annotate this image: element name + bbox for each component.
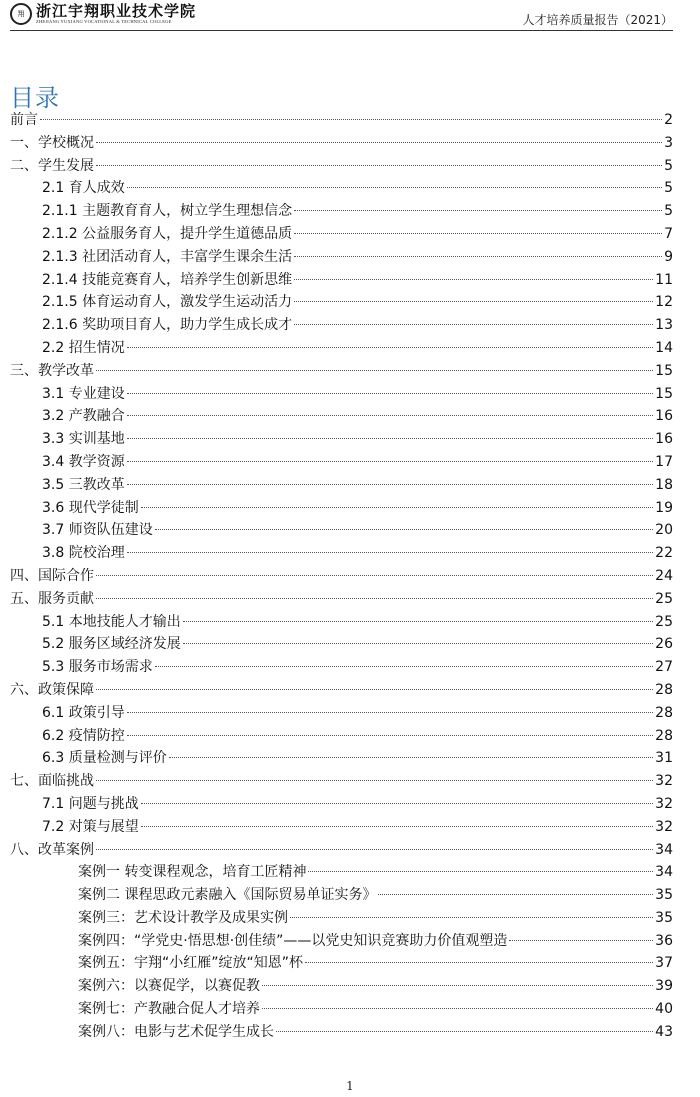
- toc-entry-page: 20: [655, 522, 673, 539]
- toc-entry[interactable]: [10, 428, 673, 451]
- toc-entry-title: 案例二 课程思政元素融入《国际贸易单证实务》: [78, 887, 377, 904]
- toc-entry-page: 12: [655, 294, 673, 311]
- school-name-en: ZHEJIANG YUXIANG VOCATIONAL & TECHNICAL COLLEGE: [36, 19, 172, 24]
- toc-entry[interactable]: [10, 360, 673, 383]
- toc-entry-title: 案例五：宇翔“小红雁”绽放“知恩”杯: [78, 955, 304, 972]
- toc-entry[interactable]: [10, 884, 673, 907]
- dot-leader: [40, 119, 662, 120]
- toc-entry[interactable]: [10, 542, 673, 565]
- report-title: 人才培养质量报告（2021）: [522, 13, 673, 27]
- toc-entry-title: 5.1 本地技能人才输出: [42, 613, 181, 630]
- toc-entry[interactable]: [10, 177, 673, 200]
- toc-entry-title: 6.1 政策引导: [42, 704, 125, 721]
- toc-entry-page: 37: [655, 955, 673, 972]
- toc-entry[interactable]: [10, 952, 673, 975]
- dot-leader: [96, 142, 662, 143]
- dot-leader: [262, 1008, 653, 1009]
- page-header: [10, 0, 673, 32]
- toc-entry[interactable]: [10, 383, 673, 406]
- toc-entry-page: 2: [664, 112, 673, 128]
- dot-leader: [127, 393, 653, 394]
- toc-entry-page: 5: [664, 203, 673, 220]
- dot-leader: [141, 507, 653, 508]
- toc-entry-title: 3.1 专业建设: [42, 385, 125, 402]
- dot-leader: [96, 689, 653, 690]
- toc-entry-title: 案例七：产教融合促人才培养: [78, 1001, 260, 1018]
- toc-entry[interactable]: [10, 861, 673, 884]
- toc-entry[interactable]: [10, 155, 673, 178]
- toc-entry[interactable]: [10, 930, 673, 953]
- toc-entry[interactable]: [10, 816, 673, 839]
- dot-leader: [509, 940, 653, 941]
- dot-leader: [96, 165, 662, 166]
- school-seal-icon: 翔: [10, 3, 32, 25]
- dot-leader: [127, 438, 653, 439]
- toc-entry-title: 二、学生发展: [10, 157, 94, 174]
- dot-leader: [294, 256, 662, 257]
- toc-entry[interactable]: [10, 337, 673, 360]
- dot-leader: [155, 529, 653, 530]
- toc-entry[interactable]: [10, 223, 673, 246]
- toc-entry-page: 17: [655, 453, 673, 470]
- toc-entry-page: 27: [655, 659, 673, 676]
- toc-entry-page: 16: [655, 408, 673, 425]
- toc-entry-title: 案例三：艺术设计教学及成果实例: [78, 909, 288, 926]
- toc-entry[interactable]: [10, 998, 673, 1021]
- toc-entry[interactable]: [10, 702, 673, 725]
- toc-entry-title: 3.3 实训基地: [42, 431, 125, 448]
- toc-entry-title: 七、面临挑战: [10, 773, 94, 790]
- toc-entry-title: 2.1.6 奖助项目育人，助力学生成长成才: [42, 317, 293, 334]
- toc-entry-title: 5.2 服务区域经济发展: [42, 636, 181, 653]
- toc-entry[interactable]: [10, 633, 673, 656]
- toc-entry[interactable]: [10, 1021, 673, 1044]
- toc-entry[interactable]: [10, 656, 673, 679]
- toc-entry-page: 25: [655, 590, 673, 607]
- header-divider: [10, 30, 673, 31]
- toc-entry-title: 7.2 对策与展望: [42, 818, 139, 835]
- table-of-contents: [10, 109, 673, 1044]
- toc-entry[interactable]: [10, 246, 673, 269]
- toc-entry-title: 五、服务贡献: [10, 590, 94, 607]
- toc-entry[interactable]: [10, 747, 673, 770]
- dot-leader: [183, 643, 653, 644]
- toc-entry-title: 6.2 疫情防控: [42, 727, 125, 744]
- toc-entry[interactable]: [10, 291, 673, 314]
- dot-leader: [294, 233, 662, 234]
- toc-entry-page: 43: [655, 1023, 673, 1040]
- toc-entry-page: 16: [655, 431, 673, 448]
- toc-entry-page: 22: [655, 545, 673, 562]
- toc-entry[interactable]: [10, 725, 673, 748]
- toc-entry-title: 3.6 现代学徒制: [42, 499, 139, 516]
- toc-entry-title: 三、教学改革: [10, 362, 94, 379]
- toc-entry-page: 28: [655, 681, 673, 698]
- toc-entry-title: 2.1.5 体育运动育人，激发学生运动活力: [42, 294, 293, 311]
- dot-leader: [262, 985, 653, 986]
- toc-entry-page: 35: [655, 909, 673, 926]
- toc-entry-title: 3.5 三教改革: [42, 476, 125, 493]
- toc-entry[interactable]: [10, 839, 673, 862]
- toc-entry-title: 3.2 产教融合: [42, 408, 125, 425]
- dot-leader: [96, 370, 653, 371]
- toc-entry-title: 6.3 质量检测与评价: [42, 750, 167, 767]
- toc-entry[interactable]: [10, 269, 673, 292]
- toc-entry[interactable]: [10, 132, 673, 155]
- dot-leader: [378, 894, 653, 895]
- dot-leader: [127, 712, 653, 713]
- toc-entry-title: 案例六：以赛促学，以赛促教: [78, 978, 260, 995]
- toc-entry[interactable]: [10, 497, 673, 520]
- dot-leader: [127, 461, 653, 462]
- page-number: 1: [346, 1079, 354, 1093]
- toc-entry-title: 四、国际合作: [10, 567, 94, 584]
- toc-entry-page: 24: [655, 567, 673, 584]
- dot-leader: [141, 803, 653, 804]
- toc-entry-page: 35: [655, 887, 673, 904]
- dot-leader: [96, 598, 653, 599]
- toc-entry-title: 5.3 服务市场需求: [42, 659, 153, 676]
- dot-leader: [141, 826, 653, 827]
- toc-entry-title: 7.1 问题与挑战: [42, 795, 139, 812]
- toc-entry[interactable]: [10, 109, 673, 132]
- dot-leader: [127, 735, 653, 736]
- dot-leader: [96, 849, 653, 850]
- toc-entry-title: 前言: [10, 112, 38, 128]
- toc-entry-page: 34: [655, 841, 673, 858]
- toc-entry-title: 2.1 育人成效: [42, 180, 125, 197]
- toc-entry-title: 3.8 院校治理: [42, 545, 125, 562]
- dot-leader: [127, 484, 653, 485]
- toc-entry-page: 34: [655, 864, 673, 881]
- toc-entry-title: 2.1.2 公益服务育人，提升学生道德品质: [42, 225, 293, 242]
- dot-leader: [96, 780, 653, 781]
- dot-leader: [96, 575, 653, 576]
- school-name-cn: 浙江宇翔职业技术学院: [36, 2, 197, 20]
- dot-leader: [290, 917, 653, 918]
- dot-leader: [127, 415, 653, 416]
- toc-entry-page: 5: [664, 180, 673, 197]
- toc-entry-page: 32: [655, 773, 673, 790]
- toc-entry-page: 5: [664, 157, 673, 174]
- dot-leader: [155, 666, 653, 667]
- toc-entry-page: 28: [655, 704, 673, 721]
- school-logo: [10, 3, 196, 25]
- toc-entry-title: 2.1.4 技能竞赛育人，培养学生创新思维: [42, 271, 293, 288]
- toc-entry-page: 25: [655, 613, 673, 630]
- toc-entry-page: 14: [655, 339, 673, 356]
- toc-entry[interactable]: [10, 907, 673, 930]
- toc-entry-page: 32: [655, 795, 673, 812]
- dot-leader: [294, 324, 653, 325]
- dot-leader: [294, 210, 662, 211]
- dot-leader: [183, 621, 653, 622]
- toc-entry[interactable]: [10, 519, 673, 542]
- toc-entry-page: 15: [655, 362, 673, 379]
- toc-entry-title: 2.2 招生情况: [42, 339, 125, 356]
- toc-entry[interactable]: [10, 793, 673, 816]
- toc-entry-page: 18: [655, 476, 673, 493]
- toc-entry[interactable]: [10, 565, 673, 588]
- dot-leader: [308, 871, 653, 872]
- toc-entry-page: 26: [655, 636, 673, 653]
- toc-entry-page: 40: [655, 1001, 673, 1018]
- toc-entry-page: 31: [655, 750, 673, 767]
- toc-entry[interactable]: [10, 314, 673, 337]
- toc-entry-page: 11: [655, 271, 673, 288]
- toc-entry[interactable]: [10, 679, 673, 702]
- toc-entry-title: 一、学校概况: [10, 134, 94, 151]
- dot-leader: [127, 187, 662, 188]
- toc-entry-title: 案例八：电影与艺术促学生成长: [78, 1023, 274, 1040]
- toc-entry[interactable]: [10, 611, 673, 634]
- toc-entry-title: 3.7 师资队伍建设: [42, 522, 153, 539]
- toc-entry-page: 36: [655, 932, 673, 949]
- toc-entry-title: 六、政策保障: [10, 681, 94, 698]
- toc-entry-page: 15: [655, 385, 673, 402]
- toc-entry-page: 13: [655, 317, 673, 334]
- toc-entry[interactable]: [10, 770, 673, 793]
- toc-entry[interactable]: [10, 975, 673, 998]
- dot-leader: [127, 552, 653, 553]
- school-name-block: [36, 3, 196, 25]
- toc-entry-title: 案例一 转变课程观念，培育工匠精神: [78, 864, 307, 881]
- dot-leader: [305, 962, 653, 963]
- toc-entry[interactable]: [10, 588, 673, 611]
- dot-leader: [294, 279, 653, 280]
- toc-entry[interactable]: [10, 200, 673, 223]
- toc-entry[interactable]: [10, 405, 673, 428]
- dot-leader: [169, 757, 653, 758]
- toc-entry-page: 39: [655, 978, 673, 995]
- toc-entry-page: 28: [655, 727, 673, 744]
- toc-entry[interactable]: [10, 451, 673, 474]
- toc-entry-title: 2.1.1 主题教育育人，树立学生理想信念: [42, 203, 293, 220]
- toc-entry-page: 9: [664, 248, 673, 265]
- toc-entry-page: 3: [664, 134, 673, 151]
- toc-entry-page: 7: [664, 225, 673, 242]
- dot-leader: [127, 347, 653, 348]
- dot-leader: [294, 301, 653, 302]
- toc-entry[interactable]: [10, 474, 673, 497]
- toc-entry-title: 八、改革案例: [10, 841, 94, 858]
- toc-entry-page: 32: [655, 818, 673, 835]
- toc-entry-page: 19: [655, 499, 673, 516]
- dot-leader: [276, 1031, 653, 1032]
- toc-entry-title: 2.1.3 社团活动育人，丰富学生课余生活: [42, 248, 293, 265]
- toc-heading: 目录: [10, 84, 60, 113]
- toc-entry-title: 案例四：“学党史·悟思想·创佳绩”——以党史知识竞赛助力价值观塑造: [78, 932, 508, 949]
- toc-entry-title: 3.4 教学资源: [42, 453, 125, 470]
